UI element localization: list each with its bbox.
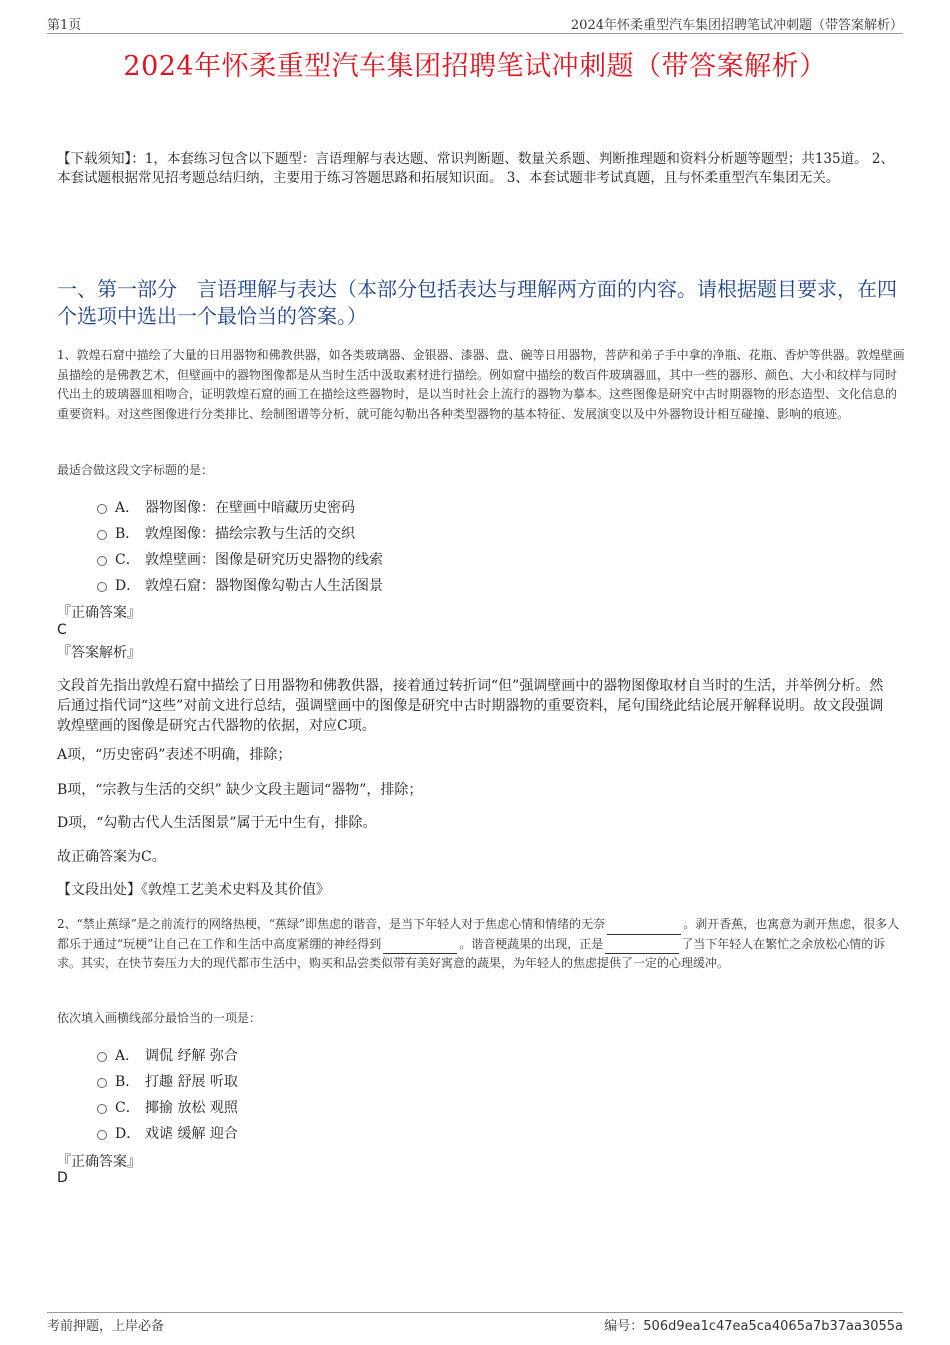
q2-passage-part4: 了当下年轻人在繁忙之余放松心情的诉求。其实，在快节奏压力大的现代都市生活中，购买和品尝类似带有美好寓意的蔬果，为年轻人的焦虑提供了一定的心理缓冲。 bbox=[57, 936, 886, 970]
option-letter: B． bbox=[115, 526, 140, 542]
footer-code-label: 编号： bbox=[604, 1319, 644, 1334]
q1-option-a[interactable] bbox=[97, 497, 355, 517]
option-letter: D． bbox=[115, 1126, 141, 1142]
option-text: 揶揄 放松 观照 bbox=[145, 1100, 238, 1116]
q1-answer-label: 『正确答案』 bbox=[57, 605, 141, 621]
header-divider bbox=[47, 33, 903, 34]
q1-option-d[interactable] bbox=[97, 575, 383, 595]
q2-option-d[interactable] bbox=[97, 1123, 238, 1143]
radio-icon[interactable] bbox=[97, 582, 107, 592]
q1-analysis: 文段首先指出敦煌石窟中描绘了日用器物和佛教供器，接着通过转折词“但”强调壁画中的器物图像取材自当时的生活，并举例分析。然后通过指代词“这些”对前文进行总结，强调壁画中的图像是研究中古时期器物的重要资料，尾句围绕此结论展开解释说明。故文段强调敦煌壁画的图像是研究古代器物的依据，对应C项。 bbox=[57, 678, 884, 734]
option-text: 调侃 纾解 弥合 bbox=[145, 1048, 238, 1064]
q1-exclude-d: D项，“勾勒古代人生活图景”属于无中生有，排除。 bbox=[57, 815, 377, 831]
option-letter: A． bbox=[115, 1048, 140, 1064]
fill-blank-1 bbox=[607, 922, 681, 935]
footer-code bbox=[604, 1315, 903, 1334]
q2-option-b[interactable] bbox=[97, 1071, 238, 1091]
q2-prompt: 依次填入画横线部分最恰当的一项是： bbox=[57, 1011, 262, 1025]
q1-conclusion: 故正确答案为C。 bbox=[57, 849, 166, 865]
radio-icon[interactable] bbox=[97, 556, 107, 566]
page-footer bbox=[47, 1315, 903, 1333]
q1-option-b[interactable] bbox=[97, 523, 355, 543]
q2-answer-label: 『正确答案』 bbox=[57, 1154, 141, 1170]
footer-code-value: 506d9ea1c47ea5ca4065a7b37aa3055a bbox=[643, 1319, 903, 1334]
q1-exclude-a: A项，“历史密码”表述不明确，排除； bbox=[57, 747, 292, 763]
q2-option-c[interactable] bbox=[97, 1097, 238, 1117]
q1-passage: 1、敦煌石窟中描绘了大量的日用器物和佛教供器，如各类玻璃器、金银器、漆器、盘、碗等日用器物，菩萨和弟子手中拿的净瓶、花瓶、香炉等供器。敦煌壁画虽描绘的是佛教艺术，但壁画中的器物图像都是从当时生活中汲取素材进行描绘。例如窟中描绘的数百件玻璃器皿，其中一些的器形、颜色、大小和纹样与同时代出土的玻璃器皿相吻合，证明敦煌石窟的画工在描绘这些器物时，是以当时社会上流行的器物为摹本。这些图像是研究中古时期器物的形态造型、文化信息的重要资料。对这些图像进行分类排比、绘制图谱等分析，就可能勾勒出各种类型器物的基本特征、发展演变以及中外器物设计相互碰撞、影响的痕迹。 bbox=[57, 348, 905, 421]
option-text: 戏谑 缓解 迎合 bbox=[145, 1126, 238, 1142]
header-doc-title: 2024年怀柔重型汽车集团招聘笔试冲刺题（带答案解析） bbox=[570, 18, 903, 33]
q2-passage-part1: 2、“禁止蕉绿”是之前流行的网络热梗，“蕉绿”即焦虑的谐音，是当下年轻人对于焦虑心情和情绪的无奈 bbox=[57, 917, 606, 931]
q1-answer: C bbox=[57, 622, 67, 638]
option-text: 器物图像：在壁画中暗藏历史密码 bbox=[145, 500, 355, 516]
option-text: 敦煌石窟：器物图像勾勒古人生活图景 bbox=[145, 578, 383, 594]
q1-prompt: 最适合做这段文字标题的是： bbox=[57, 463, 214, 477]
option-letter: C． bbox=[115, 1100, 140, 1116]
option-letter: D． bbox=[115, 578, 141, 594]
q2-option-a[interactable] bbox=[97, 1045, 238, 1065]
option-text: 打趣 舒展 听取 bbox=[145, 1074, 238, 1090]
footer-divider bbox=[47, 1312, 903, 1313]
q1-option-c[interactable] bbox=[97, 549, 383, 569]
option-text: 敦煌图像：描绘宗教与生活的交织 bbox=[145, 526, 355, 542]
option-letter: B． bbox=[115, 1074, 140, 1090]
section-heading: 一、第一部分 言语理解与表达（本部分包括表达与理解两方面的内容。请根据题目要求，在四个选项中选出一个最恰当的答案。） bbox=[57, 277, 897, 328]
option-text: 敦煌壁画：图像是研究历史器物的线索 bbox=[145, 552, 383, 568]
footer-slogan: 考前押题，上岸必备 bbox=[47, 1319, 165, 1334]
page-title: 2024年怀柔重型汽车集团招聘笔试冲刺题（带答案解析） bbox=[123, 51, 827, 82]
q2-answer: D bbox=[57, 1170, 68, 1186]
radio-icon[interactable] bbox=[97, 1104, 107, 1114]
option-letter: A． bbox=[115, 500, 140, 516]
radio-icon[interactable] bbox=[97, 1130, 107, 1140]
fill-blank-3 bbox=[605, 941, 679, 954]
q2-passage bbox=[57, 915, 907, 974]
page-header bbox=[47, 14, 903, 32]
radio-icon[interactable] bbox=[97, 1052, 107, 1062]
q2-passage-part3: 。谐音梗蔬果的出现，正是 bbox=[459, 936, 604, 951]
option-letter: C． bbox=[115, 552, 140, 568]
fill-blank-2 bbox=[383, 941, 457, 954]
q1-source: 【文段出处】《敦煌工艺美术史料及其价值》 bbox=[57, 882, 330, 898]
download-notice: 【下载须知】：1，本套练习包含以下题型：言语理解与表达题、常识判断题、数量关系题、判断推理题和资料分析题等题型；共135道。 2、本套试题根据常见招考题总结归纳，主要用于练习答题思路和拓展知识面。 3、本套试题非考试真题，且与怀柔重型汽车集团无关。 bbox=[57, 151, 894, 186]
radio-icon[interactable] bbox=[97, 504, 107, 514]
page-number: 第1页 bbox=[47, 18, 82, 33]
q1-analysis-label: 『答案解析』 bbox=[57, 645, 141, 661]
q1-exclude-b: B项，“宗教与生活的交织” 缺少文段主题词“器物”，排除； bbox=[57, 782, 423, 798]
radio-icon[interactable] bbox=[97, 1078, 107, 1088]
q2-passage-part2: 。剥开香蕉，也寓意为剥开焦虑，很多人都乐于通过“玩梗”让自己在工作和生活中高度紧绷的神经得到 bbox=[57, 917, 900, 951]
radio-icon[interactable] bbox=[97, 530, 107, 540]
